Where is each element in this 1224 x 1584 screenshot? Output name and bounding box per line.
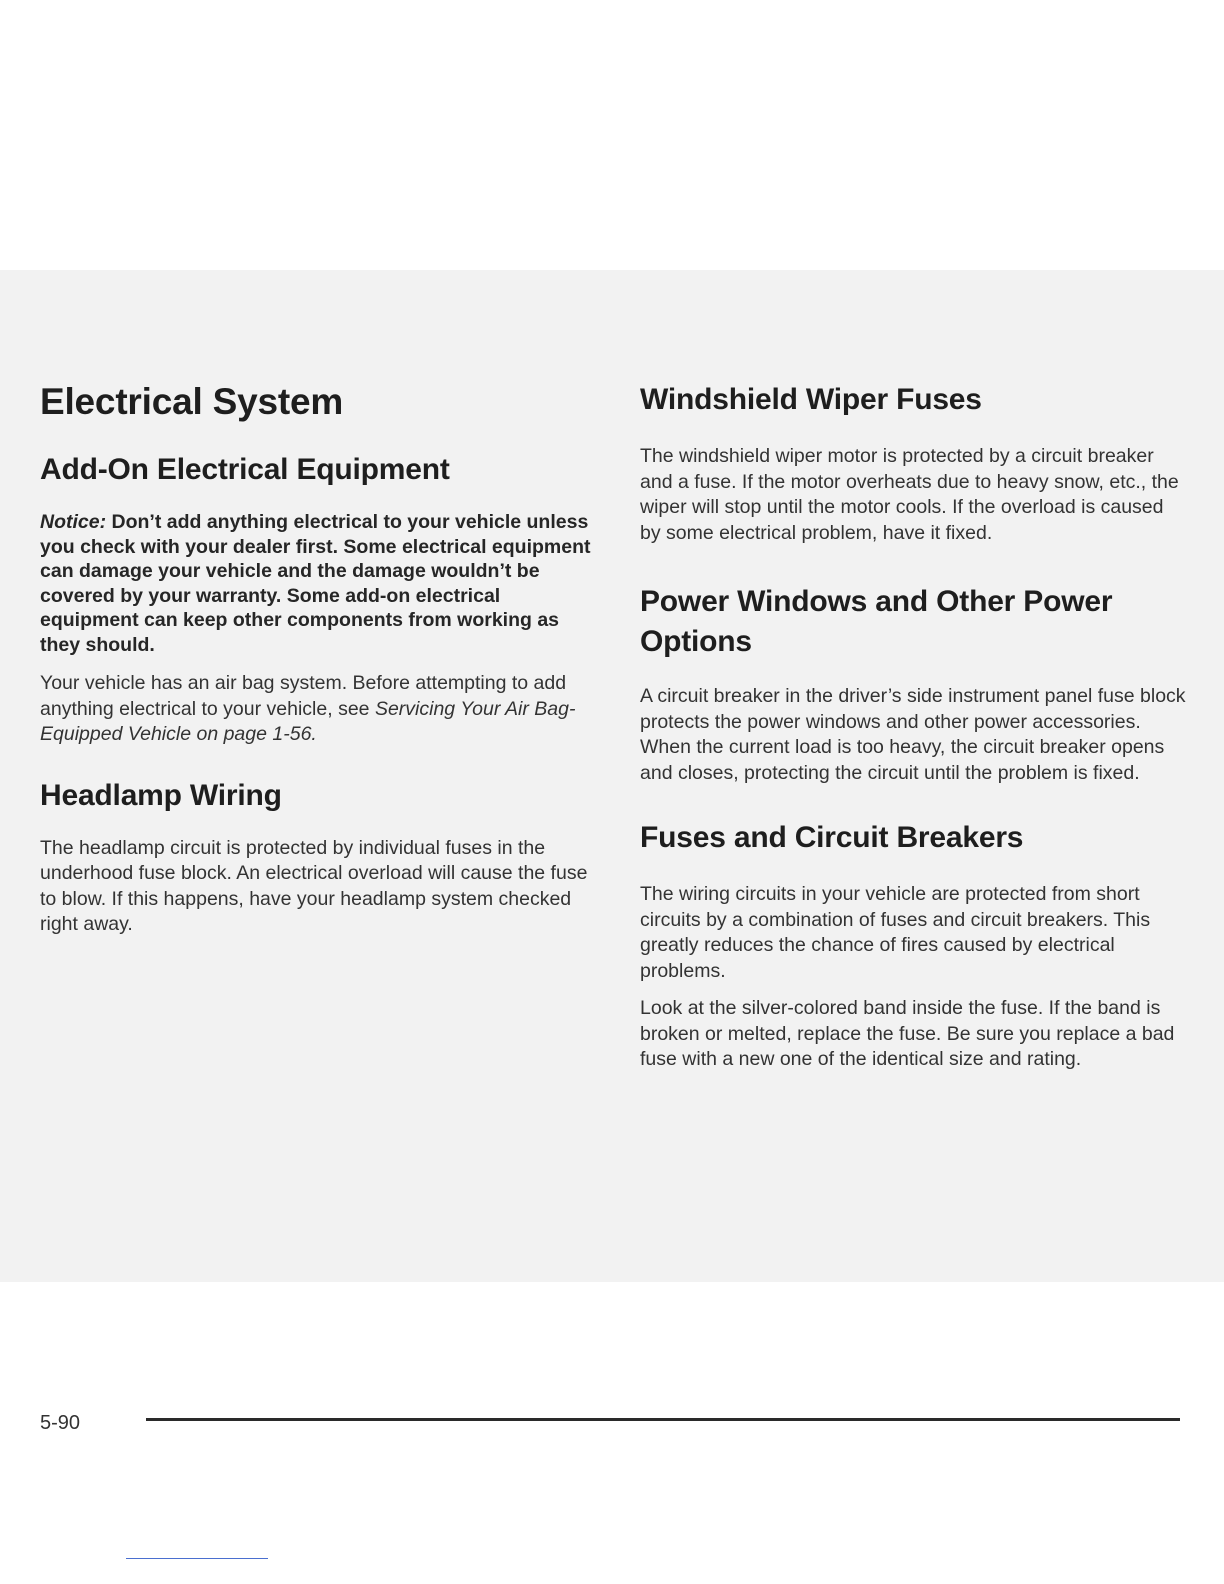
right-column bbox=[640, 270, 1188, 1073]
notice-paragraph bbox=[40, 510, 596, 657]
power-windows-title: Power Windows and Other Power Options bbox=[640, 585, 1113, 658]
airbag-paragraph bbox=[40, 671, 596, 748]
airbag-text: Your vehicle has an air bag system. Before attempting to add anything electrical to your vehicle, see bbox=[40, 672, 567, 720]
notice-label: Notice: bbox=[40, 511, 107, 533]
wiper-fuses-title: Windshield Wiper Fuses bbox=[640, 383, 982, 416]
section-title: Electrical System bbox=[40, 381, 344, 422]
manual-page bbox=[0, 270, 1224, 1434]
bottom-link-underline bbox=[126, 1558, 268, 1559]
addon-equipment-title: Add-On Electrical Equipment bbox=[40, 453, 450, 486]
power-windows-paragraph: A circuit breaker in the driver’s side instrument panel fuse block protects the power windows and other power accessories. When the current load is too heavy, the circuit breaker opens and closes, protecting the circuit until the problem is fixed. bbox=[640, 685, 1186, 784]
left-column bbox=[40, 270, 596, 938]
page-number: 5-90 bbox=[40, 1412, 81, 1434]
fuses-paragraph-1: The wiring circuits in your vehicle are protected from short circuits by a combination of fuses and circuit breakers. This greatly reduces the chance of fires caused by electrical problems. bbox=[640, 883, 1151, 982]
wiper-paragraph: The windshield wiper motor is protected by a circuit breaker and a fuse. If the motor overheats due to heavy snow, etc., the wiper will stop until the motor cools. If the overload is caused by some electrical problem, have it fixed. bbox=[640, 445, 1179, 544]
airbag-page-reference: Servicing Your Air Bag-Equipped Vehicle on page 1-56. bbox=[40, 697, 576, 745]
footer-rule bbox=[146, 1418, 1180, 1421]
headlamp-paragraph: The headlamp circuit is protected by individual fuses in the underhood fuse block. An electrical overload will cause the fuse to blow. If this happens, have your headlamp system checked right away. bbox=[40, 836, 588, 935]
fuses-breakers-title: Fuses and Circuit Breakers bbox=[640, 821, 1024, 854]
fuses-paragraph-2: Look at the silver-colored band inside the fuse. If the band is broken or melted, replace the fuse. Be sure you replace a bad fuse with a new one of the identical size and rating. bbox=[640, 997, 1175, 1070]
notice-text: Don’t add anything electrical to your vehicle unless you check with your dealer first. Some electrical equipment can damage your vehicle and the damage wouldn’t be covered by your warranty. Some add-on electrical equipment can keep other components from working as they should. bbox=[40, 511, 591, 656]
headlamp-wiring-title: Headlamp Wiring bbox=[40, 778, 282, 812]
